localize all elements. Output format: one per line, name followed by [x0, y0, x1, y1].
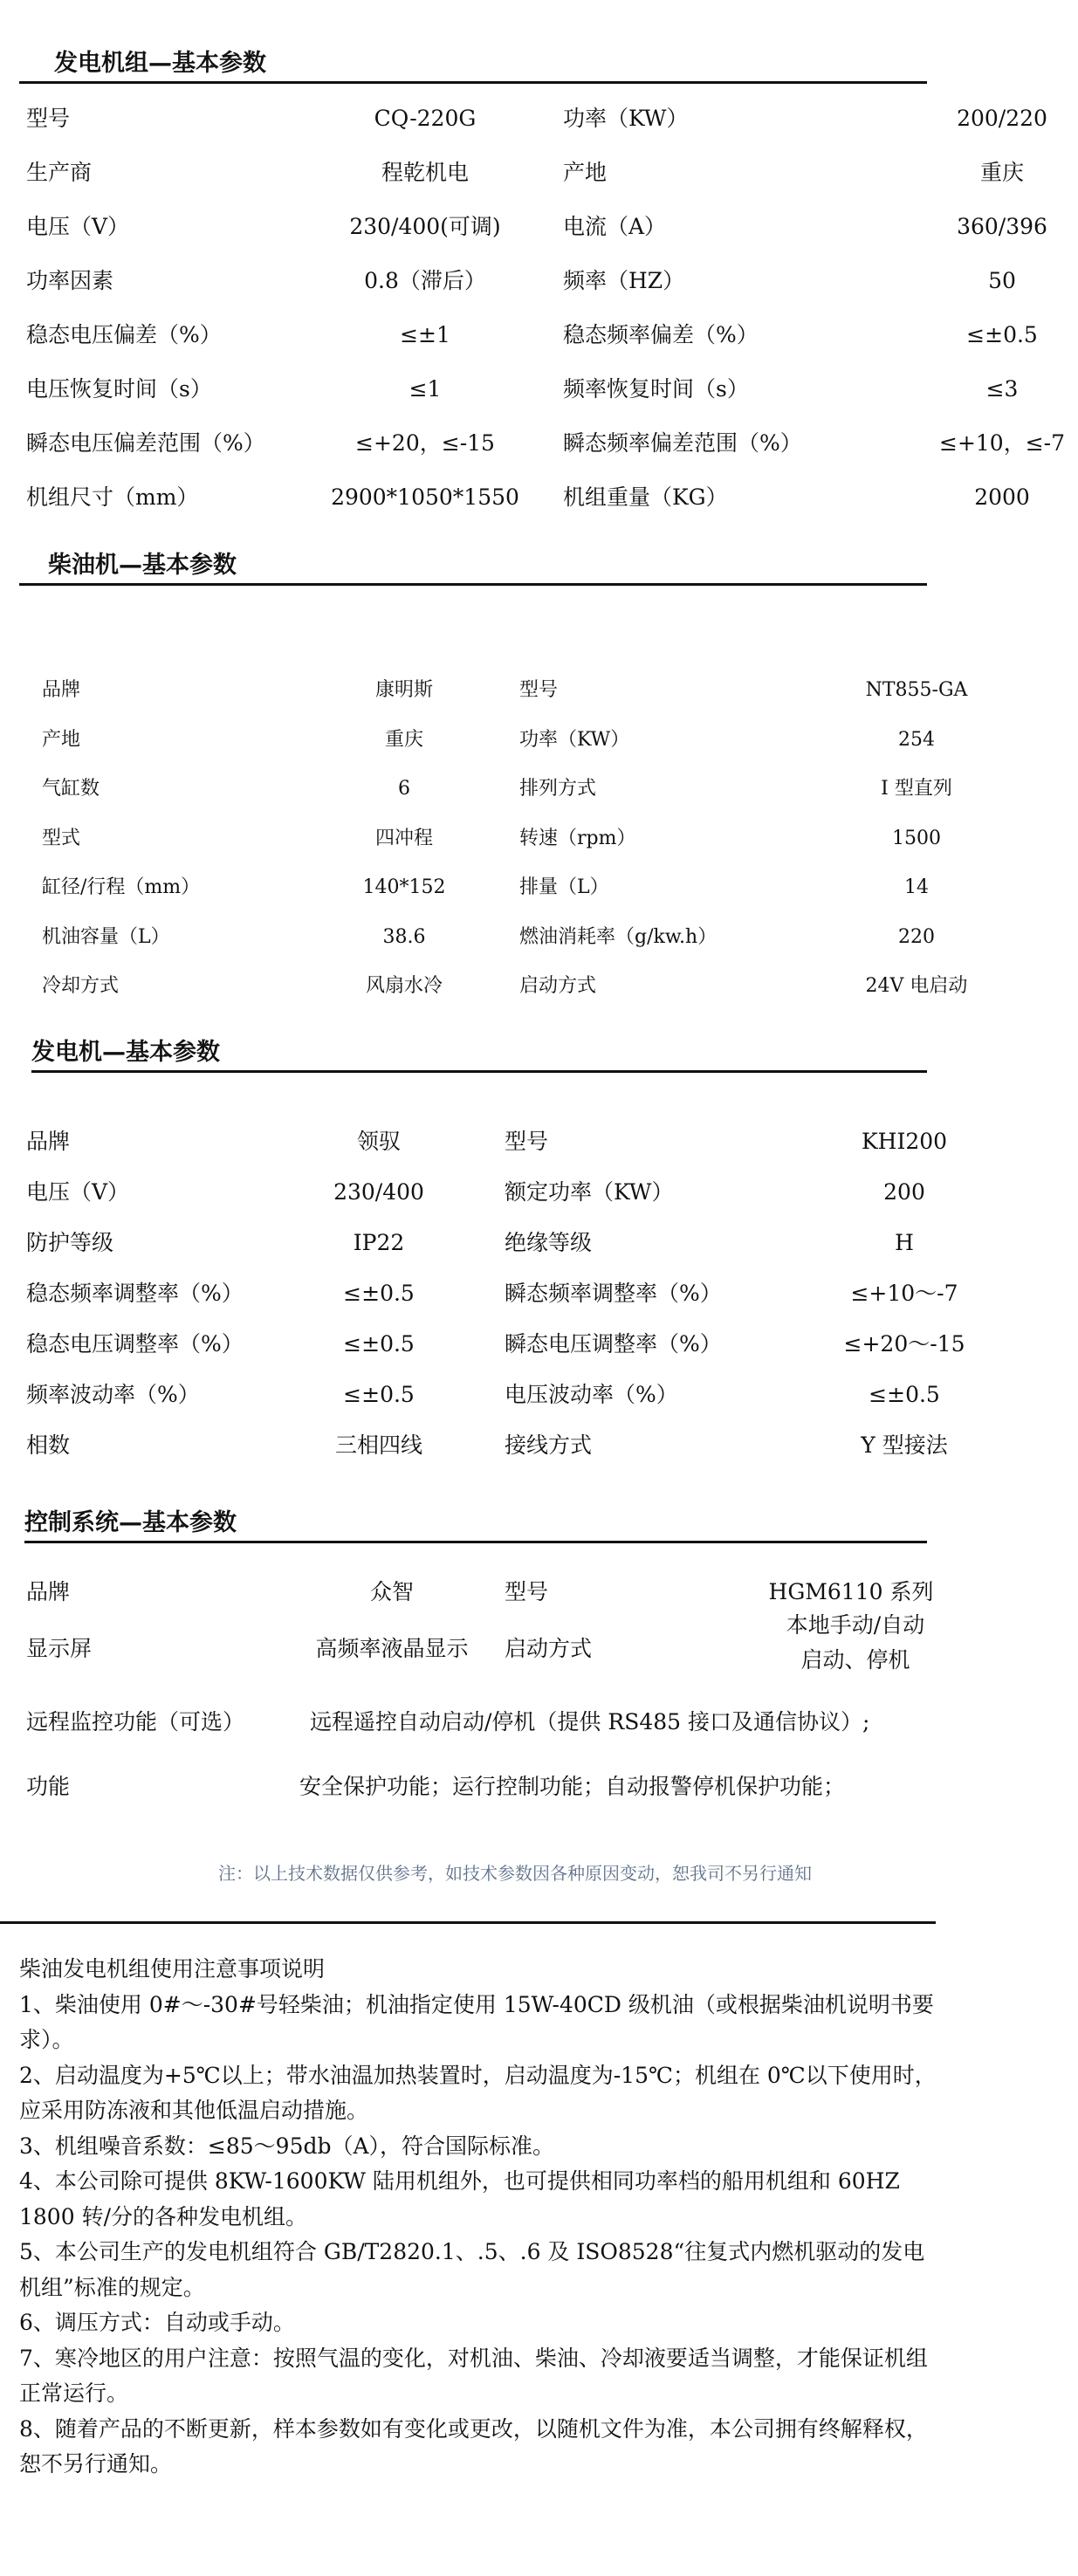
- param-label: 电流（A）: [563, 214, 667, 239]
- section-title-control: 控制系统—基本参数: [24, 1509, 237, 1536]
- param-label: 稳态电压偏差（%）: [26, 322, 222, 347]
- param-label: 排列方式: [519, 778, 597, 800]
- usage-note-item: 2、启动温度为+5℃以上；带水油温加热装置时，启动温度为-15℃；机组在 0℃以下使用时，应采用防冻液和其他低温启动措施。: [19, 2062, 937, 2123]
- control-remote-label: 远程监控功能（可选）: [26, 1709, 245, 1735]
- section-rule: [24, 1541, 927, 1543]
- param-value: ≤±0.5: [343, 1281, 415, 1306]
- section-rule: [19, 583, 927, 586]
- param-value: 230/400(可调): [349, 214, 501, 239]
- usage-note-item: 7、寒冷地区的用户注意：按照气温的变化，对机油、柴油、冷却液要适当调整，才能保证机组正常运行。: [19, 2345, 928, 2406]
- param-label: 防护等级: [26, 1230, 114, 1255]
- control-remote-value: 远程遥控自动启动/停机（提供 RS485 接口及通信协议）;: [310, 1709, 870, 1735]
- param-label: 气缸数: [42, 778, 100, 800]
- param-value: 领驭: [356, 1129, 402, 1154]
- control-start-label: 启动方式: [505, 1636, 593, 1661]
- param-value: 2900*1050*1550: [331, 484, 519, 510]
- param-value: ≤+20，≤-15: [355, 430, 495, 456]
- param-value: 6: [398, 778, 410, 800]
- param-value: 0.8（滞后）: [364, 268, 486, 293]
- param-value: 风扇水冷: [365, 975, 443, 997]
- param-value: ≤±1: [400, 322, 450, 347]
- param-value: 254: [898, 728, 935, 751]
- section-rule: [0, 1921, 936, 1924]
- param-value: NT855-GA: [865, 679, 968, 701]
- param-label: 型号: [26, 106, 71, 131]
- param-value: IP22: [353, 1230, 405, 1255]
- param-value: Y 型接法: [861, 1432, 948, 1458]
- param-label: 频率恢复时间（s）: [563, 376, 749, 402]
- param-label: 电压恢复时间（s）: [26, 376, 212, 402]
- disclaimer-note: 注：以上技术数据仅供参考，如技术参数因各种原因变动，恕我司不另行通知: [218, 1863, 812, 1884]
- usage-note-item: 1、柴油使用 0#～-30#号轻柴油；机油指定使用 15W-40CD 级机油（或根据柴油机说明书要求）。: [19, 1991, 934, 2052]
- param-value: ≤±0.5: [343, 1331, 415, 1357]
- param-value: 360/396: [957, 214, 1047, 239]
- param-value: 140*152: [362, 876, 446, 898]
- param-label: 功率（KW）: [563, 106, 689, 131]
- param-value: 200/220: [957, 106, 1047, 131]
- param-label: 接线方式: [505, 1432, 593, 1458]
- control-model-value: HGM6110 系列: [768, 1579, 934, 1604]
- param-value: 200: [883, 1179, 925, 1205]
- param-label: 稳态电压调整率（%）: [26, 1331, 244, 1357]
- control-function-label: 功能: [26, 1774, 71, 1799]
- param-value: 重庆: [384, 728, 424, 751]
- usage-notes: [19, 1952, 944, 2483]
- control-start-value: [751, 1608, 960, 1678]
- param-label: 型号: [519, 679, 559, 701]
- param-value: 重庆: [979, 160, 1025, 185]
- section-title-generator: 发电机—基本参数: [31, 1039, 220, 1066]
- param-label: 产地: [563, 160, 608, 185]
- param-value: KHI200: [861, 1129, 948, 1154]
- param-label: 机油容量（L）: [42, 925, 170, 948]
- control-start-line: 本地手动/自动: [786, 1612, 925, 1638]
- param-label: 额定功率（KW）: [505, 1179, 674, 1205]
- param-value: ≤+20～-15: [843, 1331, 965, 1357]
- param-value: 2000: [974, 484, 1030, 510]
- usage-note-item: 4、本公司除可提供 8KW-1600KW 陆用机组外，也可提供相同功率档的船用机组和 60HZ 1800 转/分的各种发电机组。: [19, 2168, 900, 2229]
- param-label: 瞬态电压调整率（%）: [505, 1331, 722, 1357]
- param-value: 四冲程: [374, 827, 434, 849]
- param-value: ≤1: [409, 376, 442, 402]
- usage-notes-title: 柴油发电机组使用注意事项说明: [19, 1956, 326, 1982]
- param-label: 机组重量（KG）: [563, 484, 728, 510]
- param-label: 品牌: [42, 679, 81, 701]
- param-label: 产地: [42, 728, 81, 751]
- param-label: 型号: [505, 1129, 549, 1154]
- param-label: 绝缘等级: [505, 1230, 593, 1255]
- param-label: 机组尺寸（mm）: [26, 484, 199, 510]
- control-display-value: 高频率液晶显示: [315, 1636, 469, 1661]
- param-value: H: [895, 1230, 914, 1255]
- param-value: ≤±0.5: [869, 1382, 940, 1407]
- param-label: 燃油消耗率（g/kw.h）: [519, 925, 718, 948]
- param-label: 电压（V）: [26, 1179, 130, 1205]
- param-label: 电压（V）: [26, 214, 130, 239]
- section-rule: [19, 81, 927, 84]
- usage-note-item: 3、机组噪音系数：≤85～95db（A），符合国际标准。: [19, 2133, 555, 2159]
- param-value: 38.6: [382, 925, 426, 948]
- param-label: 功率因素: [26, 268, 114, 293]
- control-start-line: 启动、停机: [800, 1647, 910, 1673]
- usage-note-item: 5、本公司生产的发电机组符合 GB/T2820.1、.5、.6 及 ISO8528“往复式内燃机驱动的发电机组”标准的规定。: [19, 2239, 925, 2300]
- param-value: ≤3: [985, 376, 1019, 402]
- param-label: 功率（KW）: [519, 728, 630, 751]
- control-brand-label: 品牌: [26, 1579, 71, 1604]
- param-value: 1500: [892, 827, 941, 849]
- param-label: 转速（rpm）: [519, 827, 636, 849]
- section-rule: [31, 1070, 927, 1073]
- section-title-engine: 柴油机—基本参数: [48, 552, 237, 579]
- control-display-label: 显示屏: [26, 1636, 93, 1661]
- param-label: 瞬态频率调整率（%）: [505, 1281, 722, 1306]
- usage-note-item: 6、调压方式：自动或手动。: [19, 2310, 295, 2335]
- param-label: 瞬态频率偏差范围（%）: [563, 430, 802, 456]
- param-label: 排量（L）: [519, 876, 609, 898]
- param-label: 频率波动率（%）: [26, 1382, 200, 1407]
- param-value: 康明斯: [374, 679, 434, 701]
- param-label: 冷却方式: [42, 975, 120, 997]
- param-value: ≤+10，≤-7: [938, 430, 1066, 456]
- param-value: ≤+10～-7: [850, 1281, 958, 1306]
- param-label: 缸径/行程（mm）: [42, 876, 201, 898]
- control-brand-value: 众智: [369, 1579, 415, 1604]
- control-model-label: 型号: [505, 1579, 549, 1604]
- param-label: 启动方式: [519, 975, 597, 997]
- param-value: ≤±0.5: [966, 322, 1038, 347]
- param-label: 品牌: [26, 1129, 71, 1154]
- section-title-genset: 发电机组—基本参数: [54, 50, 266, 77]
- param-label: 生产商: [26, 160, 93, 185]
- param-value: 230/400: [333, 1179, 424, 1205]
- param-value: ≤±0.5: [343, 1382, 415, 1407]
- param-label: 电压波动率（%）: [505, 1382, 678, 1407]
- param-value: 24V 电启动: [865, 975, 968, 997]
- param-value: 220: [898, 925, 935, 948]
- param-value: 50: [988, 268, 1016, 293]
- param-label: 型式: [42, 827, 81, 849]
- param-label: 瞬态电压偏差范围（%）: [26, 430, 265, 456]
- usage-note-item: 8、随着产品的不断更新，样本参数如有变化或更改，以随机文件为准，本公司拥有终解释权，恕不另行通知。: [19, 2415, 928, 2476]
- param-label: 稳态频率调整率（%）: [26, 1281, 244, 1306]
- param-label: 稳态频率偏差（%）: [563, 322, 759, 347]
- param-label: 相数: [26, 1432, 71, 1458]
- param-value: 三相四线: [334, 1432, 423, 1458]
- param-value: 程乾机电: [381, 160, 470, 185]
- param-value: 14: [904, 876, 929, 898]
- param-value: I 型直列: [881, 778, 952, 800]
- control-function-value: 安全保护功能；运行控制功能；自动报警停机保护功能；: [299, 1774, 846, 1799]
- param-label: 频率（HZ）: [563, 268, 685, 293]
- param-value: CQ-220G: [374, 106, 477, 131]
